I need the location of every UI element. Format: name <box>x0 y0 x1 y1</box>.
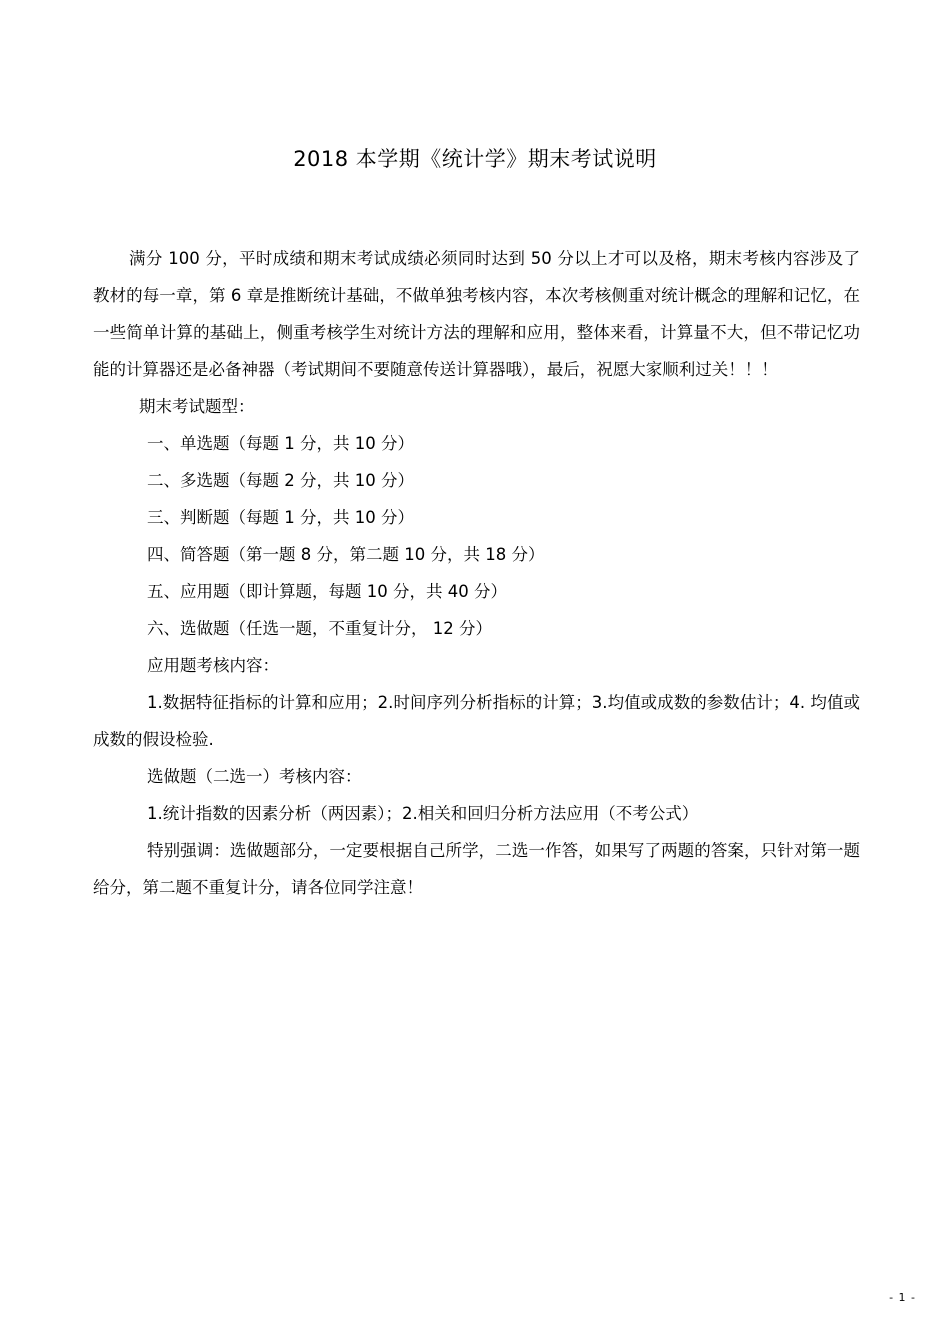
question-type-item: 二、多选题（每题 2 分，共 10 分） <box>147 471 414 490</box>
elective-heading: 选做题（二选一）考核内容： <box>147 767 362 786</box>
question-type-item: 六、选做题（任选一题，不重复计分， 12 分） <box>147 619 492 638</box>
question-type-item: 四、简答题（第一题 8 分，第二题 10 分，共 18 分） <box>147 545 545 564</box>
intro-paragraph: 满分 100 分，平时成绩和期末考试成绩必须同时达到 50 分以上才可以及格，期末考核内容涉及了教材的每一章，第 6 章是推断统计基础，不做单独考核内容，本次考核侧重对统计概念的理解和记忆，在一些简单计算的基础上，侧重考核学生对统计方法的理解和应用，整体来看，计算量不大，但不带记忆功能的计算器还是必备神器（考试期间不要随意传送计算器哦），最后，祝愿大家顺利过关！！！ <box>93 249 860 379</box>
special-note: 特别强调：选做题部分，一定要根据自己所学，二选一作答，如果写了两题的答案，只针对第一题给分，第二题不重复计分，请各位同学注意！ <box>93 841 860 897</box>
page-number: - 1 - <box>889 1291 916 1304</box>
question-type-item: 一、单选题（每题 1 分，共 10 分） <box>147 434 414 453</box>
question-type-item: 三、判断题（每题 1 分，共 10 分） <box>147 508 414 527</box>
application-content: 1.数据特征指标的计算和应用；2.时间序列分析指标的计算；3.均值或成数的参数估计；4. 均值或成数的假设检验. <box>93 693 860 749</box>
question-type-item: 五、应用题（即计算题，每题 10 分，共 40 分） <box>147 582 507 601</box>
document-title: 2018 本学期《统计学》期末考试说明 <box>293 147 657 171</box>
question-types-heading: 期末考试题型： <box>139 397 255 416</box>
application-heading: 应用题考核内容： <box>147 656 279 675</box>
elective-content: 1.统计指数的因素分析（两因素）；2.相关和回归分析方法应用（不考公式） <box>147 804 699 823</box>
document-body <box>93 240 860 906</box>
